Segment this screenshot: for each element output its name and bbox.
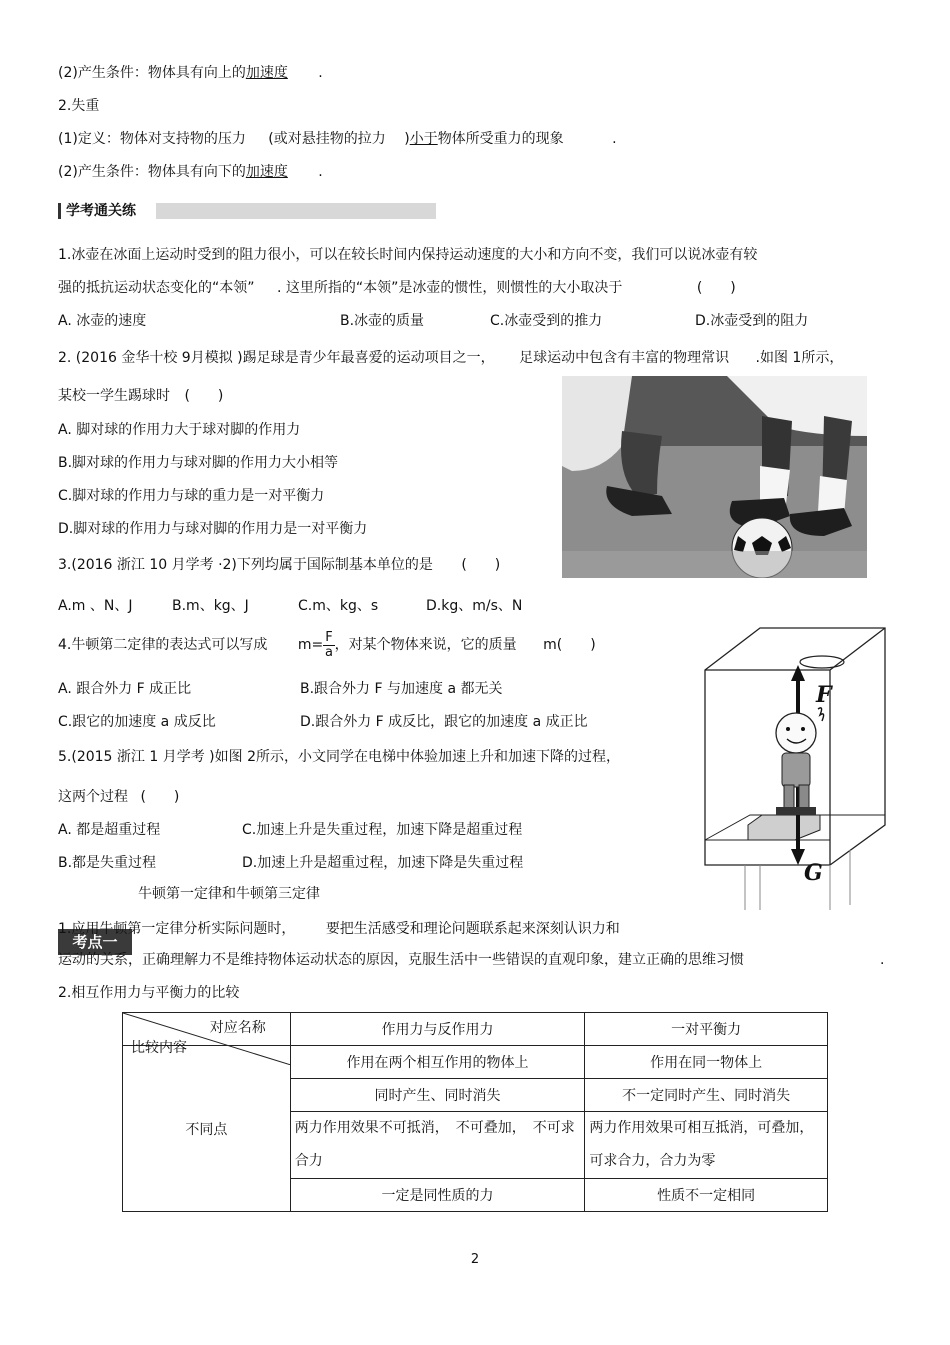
- text: 强的抵抗运动状态变化的“本领”: [58, 280, 255, 296]
- weightlessness-condition: [58, 163, 323, 181]
- q5-option-c: C.加速上升是失重过程，加速下降是超重过程: [242, 822, 523, 838]
- q3-option-d: D.kg、m/s、N: [426, 598, 523, 614]
- text: .: [318, 164, 323, 180]
- section-header: [58, 202, 436, 220]
- topic-paragraph-2-end: .: [880, 952, 885, 968]
- corner-top-label: 对应名称: [209, 1020, 266, 1036]
- row-label: 不同点: [123, 1046, 291, 1212]
- underlined-answer: 加速度: [245, 164, 288, 180]
- text: 3.(2016 浙江 10 月学考 ·2)下列均属于国际制基本单位的是: [58, 557, 433, 573]
- answer-blank: ( ): [696, 280, 736, 296]
- q2-line2: [58, 387, 223, 405]
- topic-paragraph-3: 2.相互作用力与平衡力的比较: [58, 985, 240, 1001]
- topic-paragraph-2: 运动的关系，正确理解力不是维持物体运动状态的原因，克服生活中一些错误的直观印象，建立正确的思维习惯: [58, 952, 744, 968]
- q5-option-b: B.都是失重过程: [58, 855, 157, 871]
- table-cell: 一定是同性质的力: [290, 1179, 585, 1212]
- q5-line2: [58, 788, 179, 806]
- q2-line1: [58, 349, 843, 367]
- corner-header: [123, 1013, 291, 1056]
- q1-line1: 1.冰壶在冰面上运动时受到的阻力很小，可以在较长时间内保持运动速度的大小和方向不变，我们可以说冰壶有较: [58, 247, 758, 263]
- text: 2. (2016 金华十校 9月模拟 )踢足球是青少年最喜爱的运动项目之一，: [58, 350, 495, 366]
- text: 足球运动中包含有丰富的物理常识: [519, 350, 730, 366]
- q2-option-b: B.脚对球的作用力与球对脚的作用力大小相等: [58, 455, 339, 471]
- table-cell: 作用在同一物体上: [585, 1046, 828, 1079]
- page-number: 2: [470, 1252, 480, 1267]
- table-cell: 性质不一定相同: [585, 1179, 828, 1212]
- answer-blank: ( ): [140, 789, 180, 805]
- text: 物体所受重力的现象: [437, 131, 564, 147]
- text: (2)产生条件：物体具有向下的: [58, 164, 246, 180]
- q5-line1: 5.(2015 浙江 1 月学考 )如图 2所示，小文同学在电梯中体验加速上升和加速下降的过程，: [58, 749, 620, 765]
- table-cell: 两力作用效果不可抵消， 不可叠加， 不可求合力: [290, 1112, 585, 1179]
- table-cell: 作用在两个相互作用的物体上: [290, 1046, 585, 1079]
- q4-stem: [58, 628, 596, 662]
- q3-option-b: B.m、kg、J: [172, 598, 249, 614]
- force-label-f: F: [816, 682, 832, 708]
- answer-blank: ( ): [184, 388, 224, 404]
- topic-badge: 考点一: [58, 929, 132, 955]
- formula-lhs: m=: [297, 637, 324, 653]
- fraction-numerator: F: [325, 629, 333, 645]
- q1-option-a: A. 冰壶的速度: [58, 313, 147, 329]
- corner-bottom-label: 比较内容: [131, 1040, 187, 1056]
- q2-option-d: D.脚对球的作用力与球对脚的作用力是一对平衡力: [58, 521, 368, 537]
- text: (或对悬挂物的拉力: [268, 131, 386, 147]
- underlined-answer: 小于: [409, 131, 438, 147]
- force-label-g: G: [804, 860, 823, 886]
- q5-option-d: D.加速上升是超重过程，加速下降是失重过程: [242, 855, 524, 871]
- elevator-figure: [700, 625, 890, 915]
- overweight-condition: [58, 64, 323, 82]
- q3-option-a: A.m 、N、J: [58, 598, 133, 614]
- text: .: [318, 65, 323, 81]
- table-header-row: [123, 1013, 828, 1046]
- answer-blank: m( ): [543, 637, 596, 653]
- text: . 这里所指的“本领”是冰壶的惯性，则惯性的大小取决于: [276, 280, 623, 296]
- table-cell: 不一定同时产生、同时消失: [585, 1079, 828, 1112]
- text: .如图 1所示，: [755, 350, 844, 366]
- text: 某校一学生踢球时: [58, 388, 170, 404]
- text: (1)定义：物体对支持物的压力: [58, 131, 246, 147]
- text: 4.牛顿第二定律的表达式可以写成: [58, 637, 268, 653]
- topic-heading: 牛顿第一定律和牛顿第三定律: [138, 886, 320, 902]
- underlined-answer: 加速度: [245, 65, 288, 81]
- q2-option-c: C.脚对球的作用力与球的重力是一对平衡力: [58, 488, 325, 504]
- comparison-table: [122, 1012, 828, 1212]
- text: ，对某个物体来说，它的质量: [334, 637, 517, 653]
- elevator-illustration: [700, 625, 890, 915]
- q1-line2: [58, 279, 736, 297]
- weightlessness-title: 2.失重: [58, 98, 100, 114]
- text: ): [404, 131, 410, 147]
- q1-option-c: C.冰壶受到的推力: [490, 313, 603, 329]
- q3-stem: [58, 556, 500, 574]
- text: 1.应用牛顿第一定律分析实际问题时，: [58, 921, 296, 937]
- column-header: 一对平衡力: [585, 1013, 828, 1046]
- table-cell: 同时产生、同时消失: [290, 1079, 585, 1112]
- q5-option-a: A. 都是超重过程: [58, 822, 161, 838]
- topic-paragraph-1: [58, 920, 620, 938]
- fraction-denominator: a: [324, 644, 333, 660]
- text: .: [612, 131, 617, 147]
- section-bar-fill: [156, 203, 436, 219]
- text: 这两个过程: [58, 789, 128, 805]
- answer-blank: ( ): [461, 557, 501, 573]
- q4-option-a: A. 跟合外力 F 成正比: [58, 681, 192, 697]
- q4-option-d: D.跟合外力 F 成反比，跟它的加速度 a 成正比: [300, 714, 588, 730]
- formula-fraction: [323, 631, 334, 660]
- q3-option-c: C.m、kg、s: [298, 598, 379, 614]
- q4-option-c: C.跟它的加速度 a 成反比: [58, 714, 216, 730]
- q4-option-b: B.跟合外力 F 与加速度 a 都无关: [300, 681, 503, 697]
- q1-option-b: B.冰壶的质量: [340, 313, 425, 329]
- text: (2)产生条件：物体具有向上的: [58, 65, 246, 81]
- q2-option-a: A. 脚对球的作用力大于球对脚的作用力: [58, 422, 301, 438]
- weightlessness-definition: [58, 130, 617, 148]
- q1-option-d: D.冰壶受到的阻力: [695, 313, 809, 329]
- football-photo: [562, 376, 867, 578]
- section-marker: [58, 203, 61, 219]
- text: 要把生活感受和理论问题联系起来深刻认识力和: [325, 921, 620, 937]
- section-title: 学考通关练: [66, 203, 136, 219]
- table-cell: 两力作用效果可相互抵消，可叠加，可求合力，合力为零: [585, 1112, 828, 1179]
- column-header: 作用力与反作用力: [290, 1013, 585, 1046]
- football-illustration: [562, 376, 867, 578]
